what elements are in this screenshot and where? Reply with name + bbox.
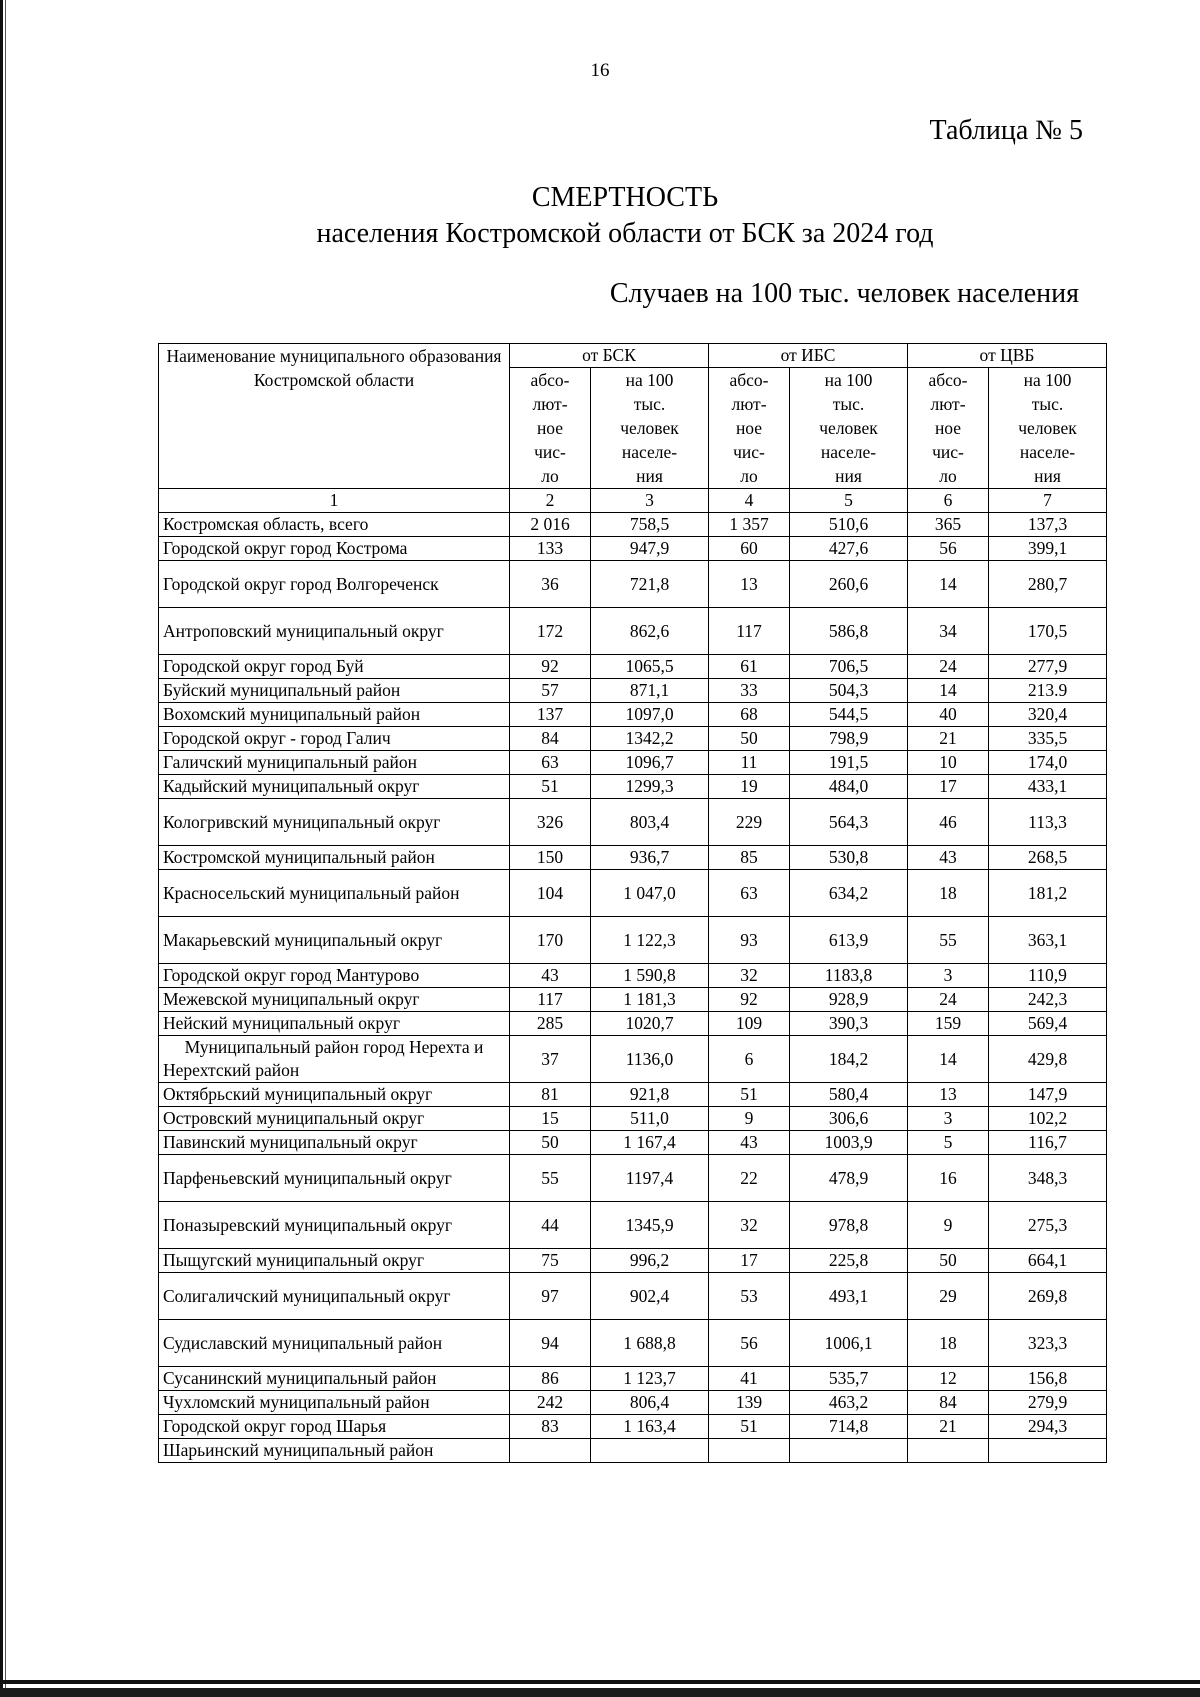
ibs-absolute-cell: 109: [709, 1012, 790, 1036]
bsk-absolute-cell: 63: [510, 751, 591, 775]
ibs-per-100k-cell: 714,8: [790, 1415, 908, 1439]
municipality-name: Межевской муниципальный округ: [159, 988, 510, 1012]
ibs-absolute-cell: 117: [709, 608, 790, 655]
bsk-per-100k-cell: 1 123,7: [591, 1367, 709, 1391]
municipality-name: Городской округ город Шарья: [159, 1415, 510, 1439]
ibs-per-100k-cell: 484,0: [790, 775, 908, 799]
table-row: [159, 799, 1107, 846]
municipality-name: Нейский муниципальный округ: [159, 1012, 510, 1036]
ibs-absolute-cell: 6: [709, 1036, 790, 1083]
bsk-absolute-cell: 86: [510, 1367, 591, 1391]
bsk-absolute-cell: 92: [510, 655, 591, 679]
table-row: [159, 1107, 1107, 1131]
bsk-absolute-cell: 137: [510, 703, 591, 727]
header-name-column: Наименование муниципального образования Костромской области: [159, 344, 510, 489]
cvb-absolute-cell: 16: [908, 1155, 989, 1202]
municipality-name: Городской округ - город Галич: [159, 727, 510, 751]
page-number: 16: [590, 60, 610, 81]
table-row: [159, 1036, 1107, 1083]
municipality-name: Городской округ город Мантурово: [159, 964, 510, 988]
column-number: 6: [908, 489, 989, 513]
ibs-per-100k-cell: 530,8: [790, 846, 908, 870]
cvb-per-100k-cell: 569,4: [989, 1012, 1107, 1036]
cvb-absolute-cell: 3: [908, 1107, 989, 1131]
municipality-name: Чухломский муниципальный район: [159, 1391, 510, 1415]
table-row: [159, 513, 1107, 537]
municipality-name: Галичский муниципальный район: [159, 751, 510, 775]
ibs-per-100k-cell: 928,9: [790, 988, 908, 1012]
table-row: [159, 1320, 1107, 1367]
header-row-groups: [159, 344, 1107, 368]
header-per100k-bsk: на 100 тыс. человек населе- ния: [591, 368, 709, 489]
bsk-per-100k-cell: 721,8: [591, 561, 709, 608]
bsk-per-100k-cell: 806,4: [591, 1391, 709, 1415]
ibs-absolute-cell: 63: [709, 870, 790, 917]
cvb-absolute-cell: 43: [908, 846, 989, 870]
table-row: [159, 537, 1107, 561]
ibs-absolute-cell: 13: [709, 561, 790, 608]
bsk-per-100k-cell: 1 163,4: [591, 1415, 709, 1439]
cvb-absolute-cell: 40: [908, 703, 989, 727]
cvb-per-100k-cell: 335,5: [989, 727, 1107, 751]
bsk-per-100k-cell: 1 590,8: [591, 964, 709, 988]
bsk-absolute-cell: 50: [510, 1131, 591, 1155]
table-row: [159, 1249, 1107, 1273]
bsk-absolute-cell: 2 016: [510, 513, 591, 537]
ibs-per-100k-cell: 1003,9: [790, 1131, 908, 1155]
bsk-absolute-cell: 133: [510, 537, 591, 561]
municipality-name: Костромской муниципальный район: [159, 846, 510, 870]
units-caption: Случаев на 100 тыс. человек населения: [609, 278, 1079, 309]
header-group-ibs: от ИБС: [709, 344, 908, 368]
cvb-absolute-cell: 14: [908, 561, 989, 608]
cvb-per-100k-cell: 181,2: [989, 870, 1107, 917]
municipality-name: Парфеньевский муниципальный округ: [159, 1155, 510, 1202]
municipality-name: Антроповский муниципальный округ: [159, 608, 510, 655]
table-row: [159, 703, 1107, 727]
cvb-per-100k-cell: 137,3: [989, 513, 1107, 537]
ibs-absolute-cell: 41: [709, 1367, 790, 1391]
bsk-absolute-cell: 117: [510, 988, 591, 1012]
ibs-absolute-cell: 17: [709, 1249, 790, 1273]
cvb-absolute-cell: 21: [908, 727, 989, 751]
cvb-per-100k-cell: 320,4: [989, 703, 1107, 727]
bsk-per-100k-cell: 511,0: [591, 1107, 709, 1131]
ibs-per-100k-cell: 978,8: [790, 1202, 908, 1249]
table-label: Таблица № 5: [929, 115, 1083, 146]
cvb-absolute-cell: 29: [908, 1273, 989, 1320]
table-row: [159, 561, 1107, 608]
column-number: 5: [790, 489, 908, 513]
document-title: [0, 180, 1200, 252]
mortality-table: [158, 343, 1107, 1463]
cvb-per-100k-cell: 348,3: [989, 1155, 1107, 1202]
table-row: [159, 1273, 1107, 1320]
ibs-absolute-cell: 1 357: [709, 513, 790, 537]
table-row: [159, 1155, 1107, 1202]
bsk-per-100k-cell: 1065,5: [591, 655, 709, 679]
ibs-per-100k-cell: 544,5: [790, 703, 908, 727]
bsk-absolute-cell: 75: [510, 1249, 591, 1273]
bsk-per-100k-cell: 902,4: [591, 1273, 709, 1320]
cvb-per-100k-cell: [989, 1439, 1107, 1463]
ibs-per-100k-cell: 427,6: [790, 537, 908, 561]
ibs-per-100k-cell: 191,5: [790, 751, 908, 775]
bsk-absolute-cell: 84: [510, 727, 591, 751]
table-body: [159, 513, 1107, 1463]
bsk-per-100k-cell: 862,6: [591, 608, 709, 655]
cvb-absolute-cell: 17: [908, 775, 989, 799]
cvb-absolute-cell: 34: [908, 608, 989, 655]
scan-edge-left: [0, 0, 3, 1697]
municipality-name: Городской округ город Волгореченск: [159, 561, 510, 608]
municipality-name: Красносельский муниципальный район: [159, 870, 510, 917]
table-row: [159, 1391, 1107, 1415]
ibs-absolute-cell: 50: [709, 727, 790, 751]
municipality-name: Макарьевский муниципальный округ: [159, 917, 510, 964]
bsk-absolute-cell: 51: [510, 775, 591, 799]
municipality-name: Солигаличский муниципальный округ: [159, 1273, 510, 1320]
municipality-name: Буйский муниципальный район: [159, 679, 510, 703]
bsk-absolute-cell: 242: [510, 1391, 591, 1415]
cvb-per-100k-cell: 294,3: [989, 1415, 1107, 1439]
cvb-absolute-cell: 13: [908, 1083, 989, 1107]
cvb-per-100k-cell: 280,7: [989, 561, 1107, 608]
bsk-per-100k-cell: 1097,0: [591, 703, 709, 727]
ibs-per-100k-cell: 1183,8: [790, 964, 908, 988]
title-line-1: СМЕРТНОСТЬ: [531, 182, 719, 213]
municipality-name: Сусанинский муниципальный район: [159, 1367, 510, 1391]
cvb-per-100k-cell: 323,3: [989, 1320, 1107, 1367]
bsk-absolute-cell: 15: [510, 1107, 591, 1131]
cvb-per-100k-cell: 113,3: [989, 799, 1107, 846]
ibs-absolute-cell: 11: [709, 751, 790, 775]
ibs-per-100k-cell: 478,9: [790, 1155, 908, 1202]
table-row: [159, 1202, 1107, 1249]
bsk-absolute-cell: 285: [510, 1012, 591, 1036]
municipality-name: Октябрьский муниципальный округ: [159, 1083, 510, 1107]
municipality-name: Павинский муниципальный округ: [159, 1131, 510, 1155]
ibs-absolute-cell: 33: [709, 679, 790, 703]
cvb-per-100k-cell: 156,8: [989, 1367, 1107, 1391]
bsk-absolute-cell: 94: [510, 1320, 591, 1367]
ibs-per-100k-cell: 463,2: [790, 1391, 908, 1415]
cvb-absolute-cell: 50: [908, 1249, 989, 1273]
cvb-absolute-cell: 159: [908, 1012, 989, 1036]
ibs-per-100k-cell: 798,9: [790, 727, 908, 751]
ibs-absolute-cell: 9: [709, 1107, 790, 1131]
ibs-per-100k-cell: 706,5: [790, 655, 908, 679]
bsk-absolute-cell: 97: [510, 1273, 591, 1320]
ibs-per-100k-cell: 580,4: [790, 1083, 908, 1107]
bsk-per-100k-cell: 947,9: [591, 537, 709, 561]
bsk-per-100k-cell: 1136,0: [591, 1036, 709, 1083]
cvb-absolute-cell: 55: [908, 917, 989, 964]
table-row: [159, 1083, 1107, 1107]
table-row: [159, 1415, 1107, 1439]
bsk-absolute-cell: 326: [510, 799, 591, 846]
ibs-absolute-cell: 85: [709, 846, 790, 870]
ibs-absolute-cell: 139: [709, 1391, 790, 1415]
bsk-per-100k-cell: 1299,3: [591, 775, 709, 799]
cvb-per-100k-cell: 277,9: [989, 655, 1107, 679]
ibs-per-100k-cell: 535,7: [790, 1367, 908, 1391]
cvb-absolute-cell: 46: [908, 799, 989, 846]
table-row: [159, 1439, 1107, 1463]
bsk-absolute-cell: 170: [510, 917, 591, 964]
header-abs-cvb: абсо- лют- ное чис- ло: [908, 368, 989, 489]
bsk-absolute-cell: 172: [510, 608, 591, 655]
cvb-absolute-cell: 24: [908, 655, 989, 679]
cvb-per-100k-cell: 279,9: [989, 1391, 1107, 1415]
cvb-absolute-cell: 10: [908, 751, 989, 775]
bsk-absolute-cell: [510, 1439, 591, 1463]
header-per100k-ibs: на 100 тыс. человек населе- ния: [790, 368, 908, 489]
cvb-absolute-cell: 14: [908, 1036, 989, 1083]
bsk-per-100k-cell: 871,1: [591, 679, 709, 703]
header-abs-bsk: абсо- лют- ное чис- ло: [510, 368, 591, 489]
header-row-column-numbers: [159, 489, 1107, 513]
bsk-per-100k-cell: 1342,2: [591, 727, 709, 751]
cvb-absolute-cell: 21: [908, 1415, 989, 1439]
municipality-name: Городской округ город Кострома: [159, 537, 510, 561]
ibs-per-100k-cell: 1006,1: [790, 1320, 908, 1367]
bsk-per-100k-cell: 1 047,0: [591, 870, 709, 917]
ibs-per-100k-cell: 586,8: [790, 608, 908, 655]
cvb-absolute-cell: 14: [908, 679, 989, 703]
column-number: 2: [510, 489, 591, 513]
table-row: [159, 1367, 1107, 1391]
ibs-per-100k-cell: 184,2: [790, 1036, 908, 1083]
cvb-per-100k-cell: 275,3: [989, 1202, 1107, 1249]
ibs-absolute-cell: 53: [709, 1273, 790, 1320]
bsk-absolute-cell: 43: [510, 964, 591, 988]
bsk-per-100k-cell: 1197,4: [591, 1155, 709, 1202]
bsk-per-100k-cell: 758,5: [591, 513, 709, 537]
bsk-per-100k-cell: 1020,7: [591, 1012, 709, 1036]
ibs-per-100k-cell: 306,6: [790, 1107, 908, 1131]
ibs-absolute-cell: 51: [709, 1415, 790, 1439]
ibs-absolute-cell: 43: [709, 1131, 790, 1155]
column-number: 3: [591, 489, 709, 513]
ibs-absolute-cell: 19: [709, 775, 790, 799]
table-row: [159, 727, 1107, 751]
table-row: [159, 964, 1107, 988]
cvb-absolute-cell: [908, 1439, 989, 1463]
bsk-per-100k-cell: 996,2: [591, 1249, 709, 1273]
bsk-per-100k-cell: 936,7: [591, 846, 709, 870]
cvb-absolute-cell: 18: [908, 870, 989, 917]
bsk-absolute-cell: 55: [510, 1155, 591, 1202]
header-abs-ibs: абсо- лют- ное чис- ло: [709, 368, 790, 489]
municipality-name: Пыщугский муниципальный округ: [159, 1249, 510, 1273]
bsk-absolute-cell: 37: [510, 1036, 591, 1083]
ibs-per-100k-cell: 493,1: [790, 1273, 908, 1320]
table-row: [159, 846, 1107, 870]
ibs-absolute-cell: 93: [709, 917, 790, 964]
ibs-absolute-cell: 56: [709, 1320, 790, 1367]
ibs-per-100k-cell: [790, 1439, 908, 1463]
ibs-per-100k-cell: 564,3: [790, 799, 908, 846]
cvb-per-100k-cell: 363,1: [989, 917, 1107, 964]
bsk-per-100k-cell: 1 167,4: [591, 1131, 709, 1155]
bsk-absolute-cell: 36: [510, 561, 591, 608]
cvb-per-100k-cell: 116,7: [989, 1131, 1107, 1155]
cvb-per-100k-cell: 268,5: [989, 846, 1107, 870]
municipality-name: Судиславский муниципальный район: [159, 1320, 510, 1367]
cvb-absolute-cell: 12: [908, 1367, 989, 1391]
table-row: [159, 988, 1107, 1012]
bsk-absolute-cell: 57: [510, 679, 591, 703]
ibs-absolute-cell: 92: [709, 988, 790, 1012]
ibs-per-100k-cell: 510,6: [790, 513, 908, 537]
municipality-name: Кадыйский муниципальный округ: [159, 775, 510, 799]
cvb-per-100k-cell: 110,9: [989, 964, 1107, 988]
bsk-absolute-cell: 81: [510, 1083, 591, 1107]
ibs-absolute-cell: 32: [709, 1202, 790, 1249]
cvb-per-100k-cell: 433,1: [989, 775, 1107, 799]
municipality-name: Костромская область, всего: [159, 513, 510, 537]
cvb-per-100k-cell: 664,1: [989, 1249, 1107, 1273]
bsk-absolute-cell: 83: [510, 1415, 591, 1439]
bsk-per-100k-cell: 921,8: [591, 1083, 709, 1107]
column-number: 4: [709, 489, 790, 513]
cvb-absolute-cell: 9: [908, 1202, 989, 1249]
cvb-per-100k-cell: 399,1: [989, 537, 1107, 561]
cvb-absolute-cell: 56: [908, 537, 989, 561]
table-row: [159, 751, 1107, 775]
cvb-per-100k-cell: 147,9: [989, 1083, 1107, 1107]
scan-edge-bottom-band: [0, 1688, 1200, 1697]
ibs-absolute-cell: [709, 1439, 790, 1463]
table-row: [159, 655, 1107, 679]
table-row: [159, 870, 1107, 917]
ibs-absolute-cell: 229: [709, 799, 790, 846]
bsk-per-100k-cell: 1 181,3: [591, 988, 709, 1012]
table-row: [159, 608, 1107, 655]
ibs-absolute-cell: 51: [709, 1083, 790, 1107]
municipality-name: Кологривский муниципальный округ: [159, 799, 510, 846]
bsk-per-100k-cell: 1 688,8: [591, 1320, 709, 1367]
scan-edge-left-inner: [5, 0, 6, 1697]
table-row: [159, 1012, 1107, 1036]
bsk-absolute-cell: 104: [510, 870, 591, 917]
cvb-per-100k-cell: 269,8: [989, 1273, 1107, 1320]
ibs-absolute-cell: 32: [709, 964, 790, 988]
bsk-per-100k-cell: 803,4: [591, 799, 709, 846]
header-group-cvb: от ЦВБ: [908, 344, 1107, 368]
cvb-per-100k-cell: 429,8: [989, 1036, 1107, 1083]
ibs-per-100k-cell: 260,6: [790, 561, 908, 608]
table-row: [159, 1131, 1107, 1155]
bsk-absolute-cell: 150: [510, 846, 591, 870]
bsk-per-100k-cell: 1345,9: [591, 1202, 709, 1249]
table-row: [159, 775, 1107, 799]
cvb-per-100k-cell: 242,3: [989, 988, 1107, 1012]
municipality-name: Муниципальный район город Нерехта и Нерехтский район: [159, 1036, 510, 1083]
ibs-per-100k-cell: 390,3: [790, 1012, 908, 1036]
bsk-per-100k-cell: 1 122,3: [591, 917, 709, 964]
ibs-absolute-cell: 22: [709, 1155, 790, 1202]
cvb-per-100k-cell: 213.9: [989, 679, 1107, 703]
municipality-name: Шарьинский муниципальный район: [159, 1439, 510, 1463]
cvb-per-100k-cell: 174,0: [989, 751, 1107, 775]
cvb-per-100k-cell: 170,5: [989, 608, 1107, 655]
ibs-per-100k-cell: 504,3: [790, 679, 908, 703]
cvb-absolute-cell: 5: [908, 1131, 989, 1155]
header-group-bsk: от БСК: [510, 344, 709, 368]
bsk-absolute-cell: 44: [510, 1202, 591, 1249]
cvb-absolute-cell: 365: [908, 513, 989, 537]
municipality-name: Городской округ город Буй: [159, 655, 510, 679]
header-per100k-cvb: на 100 тыс. человек населе- ния: [989, 368, 1107, 489]
title-line-2: населения Костромской области от БСК за 2024 год: [316, 218, 934, 249]
municipality-name: Островский муниципальный округ: [159, 1107, 510, 1131]
scan-edge-bottom: [0, 1680, 1200, 1684]
bsk-per-100k-cell: [591, 1439, 709, 1463]
cvb-absolute-cell: 84: [908, 1391, 989, 1415]
cvb-absolute-cell: 3: [908, 964, 989, 988]
ibs-absolute-cell: 68: [709, 703, 790, 727]
municipality-name: Поназыревский муниципальный округ: [159, 1202, 510, 1249]
column-number: 7: [989, 489, 1107, 513]
ibs-per-100k-cell: 634,2: [790, 870, 908, 917]
ibs-absolute-cell: 61: [709, 655, 790, 679]
column-number: 1: [159, 489, 510, 513]
cvb-absolute-cell: 18: [908, 1320, 989, 1367]
table-row: [159, 679, 1107, 703]
ibs-per-100k-cell: 225,8: [790, 1249, 908, 1273]
cvb-absolute-cell: 24: [908, 988, 989, 1012]
municipality-name: Вохомский муниципальный район: [159, 703, 510, 727]
ibs-per-100k-cell: 613,9: [790, 917, 908, 964]
ibs-absolute-cell: 60: [709, 537, 790, 561]
table-row: [159, 917, 1107, 964]
cvb-per-100k-cell: 102,2: [989, 1107, 1107, 1131]
bsk-per-100k-cell: 1096,7: [591, 751, 709, 775]
